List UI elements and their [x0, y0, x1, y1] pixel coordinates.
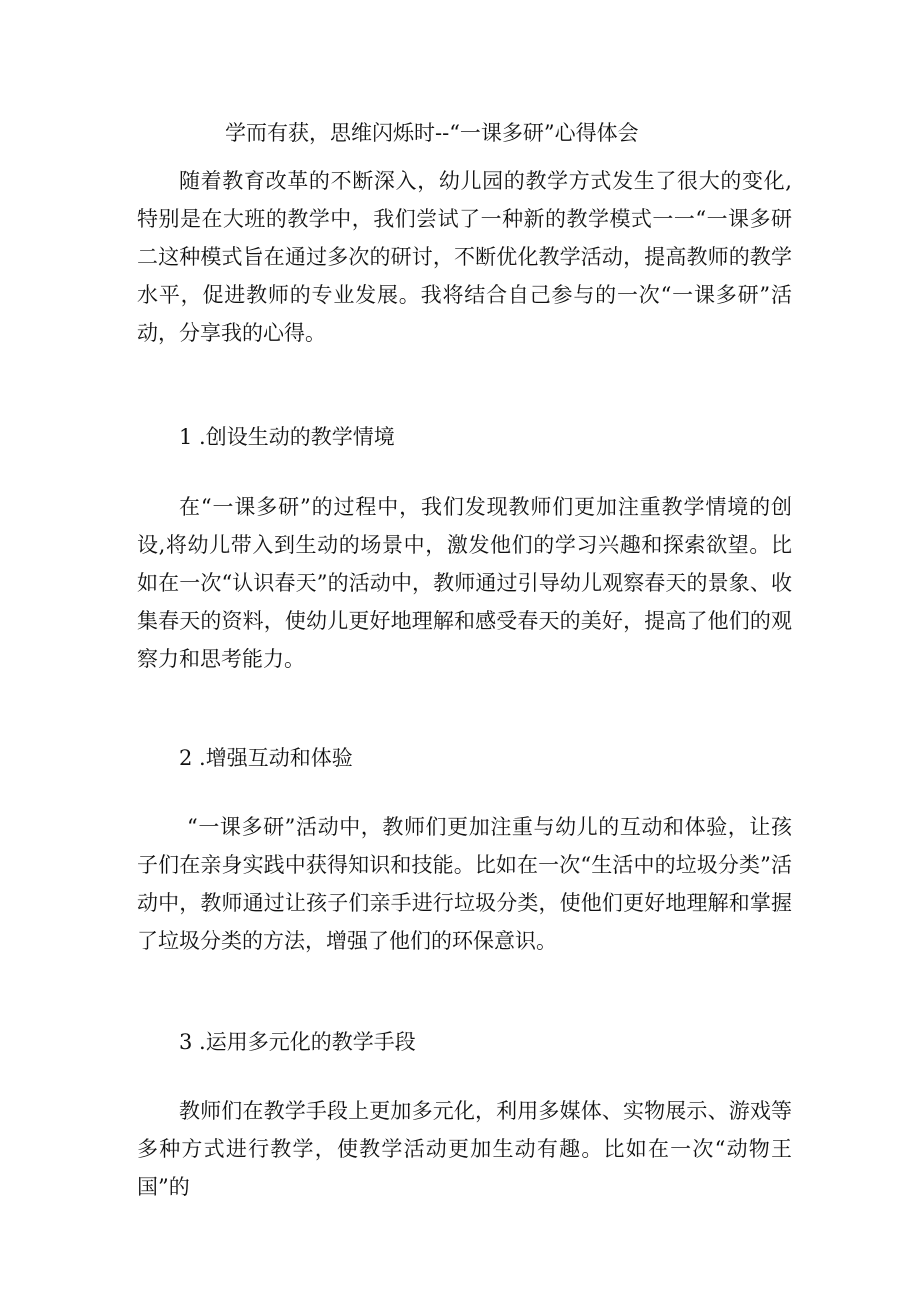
section-heading-3: 3 .运用多元化的教学手段	[179, 1030, 416, 1054]
section-body-2: “一课多研”活动中，教师们更加注重与幼儿的互动和体验，让孩子们在亲身实践中获得知识和技能。比如在一次“生活中的垃圾分类”活动中，教师通过让孩子们亲手进行垃圾分类，使他们更好地理解和掌握了垃圾分类的方法，增强了他们的环保意识。	[137, 815, 792, 953]
section-body-1: 在“一课多研”的过程中，我们发现教师们更加注重教学情境的创设,将幼儿带入到生动的场景中，激发他们的学习兴趣和探索欲望。比如在一次“认识春天”的活动中，教师通过引导幼儿观察春天的景象、收集春天的资料，使幼儿更好地理解和感受春天的美好，提高了他们的观察力和思考能力。	[137, 495, 792, 671]
section-heading-1: 1 .创设生动的教学情境	[179, 425, 395, 449]
section-body-3: 教师们在教学手段上更加多元化，利用多媒体、实物展示、游戏等多种方式进行教学，使教学活动更加生动有趣。比如在一次“动物王国”的	[137, 1099, 792, 1199]
section-heading-2: 2 .增强互动和体验	[179, 746, 353, 770]
intro-paragraph: 随着教育改革的不断深入，幼儿园的教学方式发生了很大的变化,特别是在大班的教学中，我们尝试了一种新的教学模式一一“一课多研二这种模式旨在通过多次的研讨，不断优化教学活动，提高教师的教学水平，促进教师的专业发展。我将结合自己参与的一次“一课多研”活动，分享我的心得。	[137, 169, 792, 345]
document-title: 学而有获，思维闪烁时--“一课多研”心得体会	[225, 121, 639, 145]
